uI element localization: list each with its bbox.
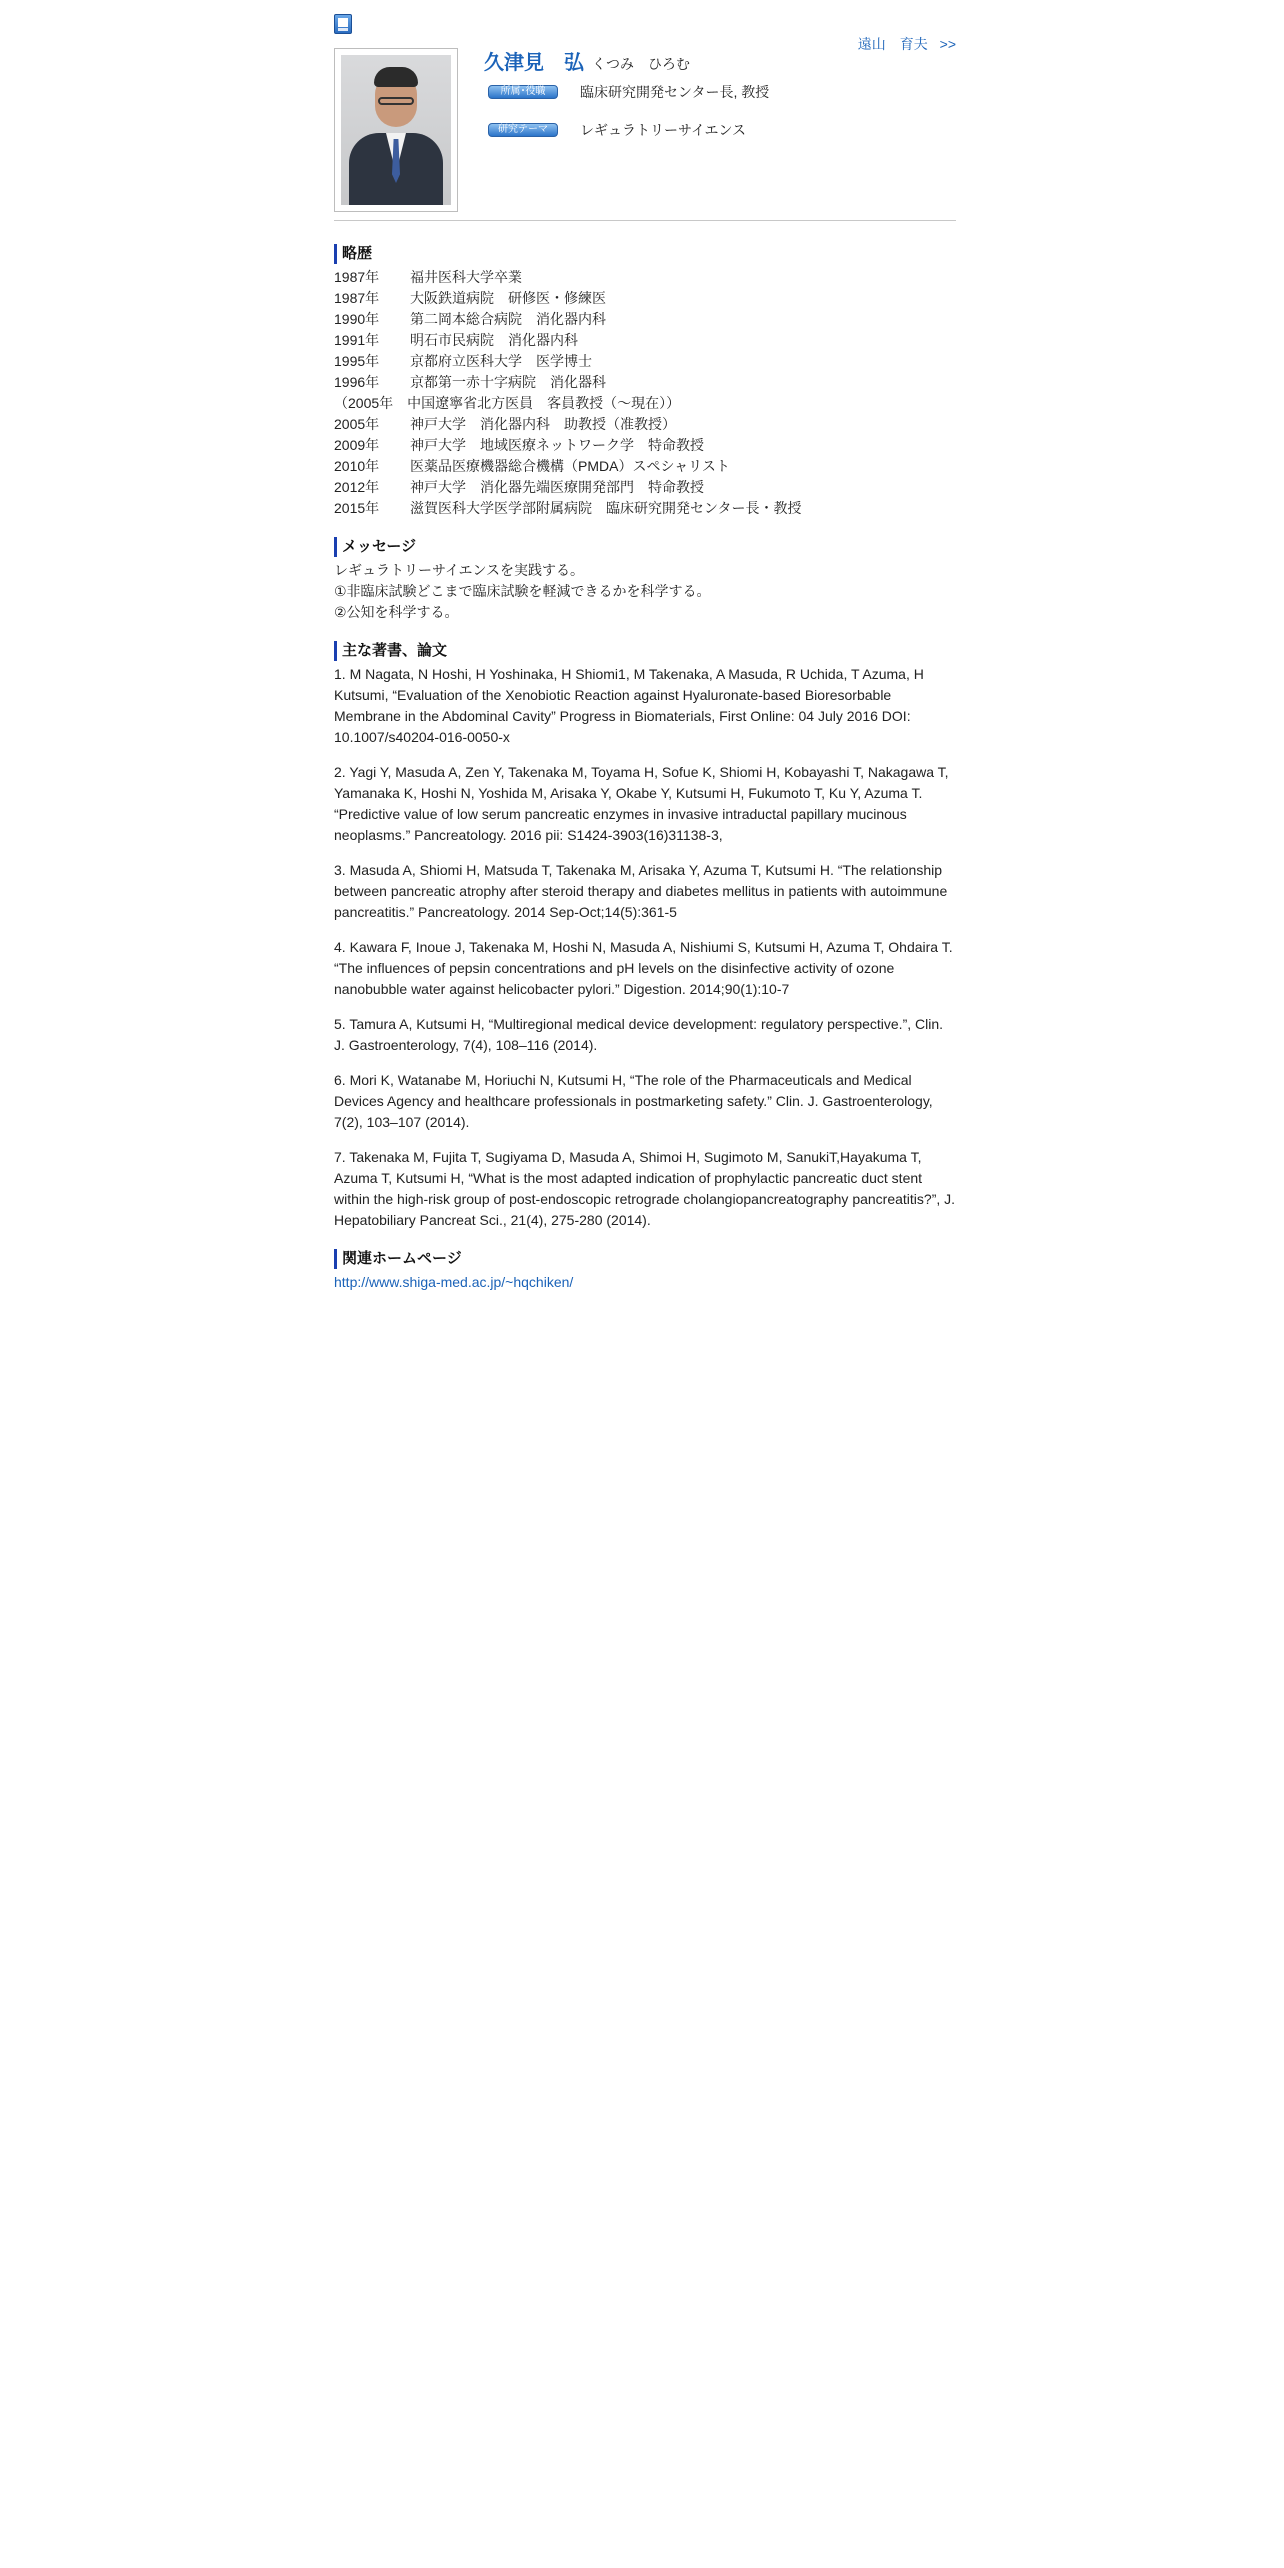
publications-title: 主な著書、論文 (334, 641, 956, 661)
history-item: 2015年 滋賀医科大学医学部附属病院 臨床研究開発センター長・教授 (334, 500, 802, 516)
publication-item: 5. Tamura A, Kutsumi H, “Multiregional medical device development: regulatory perspective.”, Clin. J. Gastroenterology, 7(4), 108–116 (2014). (334, 1016, 944, 1053)
message-title: メッセージ (334, 537, 956, 557)
affiliation-value: 臨床研究開発センター長, 教授 (580, 84, 770, 100)
portrait-frame (334, 48, 458, 212)
message-line: レギュラトリーサイエンスを実践する。 (334, 562, 585, 578)
history-list (334, 267, 956, 519)
history-item: 1996年 京都第一赤十字病院 消化器科 (334, 374, 606, 390)
links-section (334, 1249, 956, 1293)
homepage-link[interactable]: http://www.shiga-med.ac.jp/~hqchiken/ (334, 1274, 574, 1290)
theme-row (484, 119, 956, 141)
history-item: 1987年 福井医科大学卒業 (334, 269, 522, 285)
history-item: 1991年 明石市民病院 消化器内科 (334, 332, 578, 348)
history-item: 2012年 神戸大学 消化器先端医療開発部門 特命教授 (334, 479, 704, 495)
history-item: 2005年 神戸大学 消化器内科 助教授（准教授） (334, 416, 676, 432)
theme-value: レギュラトリーサイエンス (580, 122, 747, 138)
history-section (334, 244, 956, 519)
links-title: 関連ホームページ (334, 1249, 956, 1269)
profile-info (484, 50, 956, 141)
message-line: ①非臨床試験どこまで臨床試験を軽減できるかを科学する。 (334, 583, 711, 599)
history-item: 2009年 神戸大学 地域医療ネットワーク学 特命教授 (334, 437, 704, 453)
publication-item: 7. Takenaka M, Fujita T, Sugiyama D, Masuda A, Shimoi H, Sugimoto M, SanukiT,Hayakuma T, Azuma T, Kutsumi H, “What is the most adapted indication of prophylactic pancreatic duct stent within the high-risk group of post-endoscopic retrograde cholangiopancreatography pancreatitis?”, J. Hepatobiliary Pancreat Sci., 21(4), 275-280 (2014). (334, 1149, 956, 1228)
history-title: 略歴 (334, 244, 956, 264)
history-item: 1987年 大阪鉄道病院 研修医・修練医 (334, 290, 606, 306)
person-name-reading: くつみ ひろむ (592, 56, 690, 72)
publication-item: 4. Kawara F, Inoue J, Takenaka M, Hoshi N, Masuda A, Nishiumi S, Kutsumi H, Azuma T, Ohdaira T. “The influences of pepsin concentrations and pH levels on the disinfective activity of ozone nanobubble water against helicobacter pylori.” Digestion. 2014;90(1):10-7 (334, 939, 953, 997)
history-item: 2010年 医薬品医療機器総合機構（PMDA）スペシャリスト (334, 458, 730, 474)
publication-item: 3. Masuda A, Shiomi H, Matsuda T, Takenaka M, Arisaka Y, Azuma T, Kutsumi H. “The relationship between pancreatic atrophy after steroid therapy and diabetes mellitus in patients with autoimmune pancreatitis.” Pancreatology. 2014 Sep-Oct;14(5):361-5 (334, 862, 948, 920)
message-section (334, 537, 956, 623)
portrait-photo (341, 55, 451, 205)
theme-badge: 研究テーマ (488, 123, 558, 137)
history-item: （2005年 中国遼寧省北方医員 客員教授（～現在）） (334, 395, 681, 411)
person-name-row (484, 50, 956, 77)
publications-section (334, 641, 956, 1231)
publication-item: 1. M Nagata, N Hoshi, H Yoshinaka, H Shiomi1, M Takenaka, A Masuda, R Uchida, T Azuma, H Kutsumi, “Evaluation of the Xenobiotic Reaction against Hyaluronate-based Bioresorbable Membrane in the Abdominal Cavity” Progress in Biomaterials, First Online: 04 July 2016 DOI: 10.1007/s40204-016-0050-x (334, 666, 924, 745)
print-icon[interactable] (334, 14, 352, 34)
affiliation-row (484, 81, 956, 103)
publication-item: 2. Yagi Y, Masuda A, Zen Y, Takenaka M, Toyama H, Sofue K, Shiomi H, Kobayashi T, Nakagawa T, Yamanaka K, Hoshi N, Yoshida M, Arisaka Y, Okabe Y, Kutsumi H, Fukumoto T, Ku Y, Azuma T. “Predictive value of low serum pancreatic enzymes in invasive intraductal papillary mucinous neoplasms.” Pancreatology. 2016 pii: S1424-3903(16)31138-3, (334, 764, 949, 843)
publication-item: 6. Mori K, Watanabe M, Horiuchi N, Kutsumi H, “The role of the Pharmaceuticals and Medical Devices Agency and healthcare professionals in postmarketing safety.” Clin. J. Gastroenterology, 7(2), 103–107 (2014). (334, 1072, 933, 1130)
next-person-name[interactable]: 遠山 育夫 (857, 36, 928, 52)
affiliation-badge: 所属･役職 (488, 85, 558, 99)
message-line: ②公知を科学する。 (334, 604, 459, 620)
header-divider (334, 220, 956, 221)
next-arrow[interactable]: >> (939, 36, 956, 52)
history-item: 1995年 京都府立医科大学 医学博士 (334, 353, 592, 369)
sections (334, 244, 956, 1311)
person-name: 久津見 弘 (484, 52, 584, 74)
history-item: 1990年 第二岡本総合病院 消化器内科 (334, 311, 606, 327)
